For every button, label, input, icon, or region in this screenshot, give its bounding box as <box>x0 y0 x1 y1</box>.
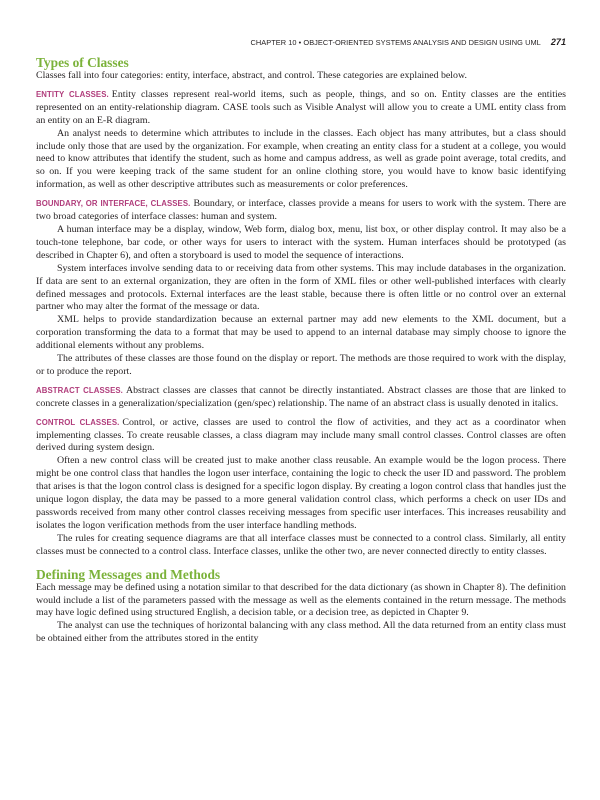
chapter-label: CHAPTER 10 • OBJECT-ORIENTED SYSTEMS ANALYSIS AND DESIGN USING UML <box>250 38 541 47</box>
boundary-paragraph-1 <box>36 198 566 224</box>
control-paragraph-3: The rules for creating sequence diagrams are that all interface classes must be connected to a control class. Similarly, all entity classes must be connected to a control class. Interface classes, unlike the other two, are never connected directly to entity classes. <box>36 532 566 557</box>
abstract-paragraph-1 <box>36 385 566 411</box>
page-body <box>36 34 566 646</box>
boundary-classes-label: BOUNDARY, OR INTERFACE, CLASSES. <box>36 199 191 209</box>
control-classes-label: CONTROL CLASSES. <box>36 417 120 427</box>
control-paragraph-2: Often a new control class will be created just to make another class reusable. An example would be the logon process. There might be one control class that handles the logon user interface, containing the logic to check the user ID and password. The problem that arises is that the logon control class is designed for a specific logon display. By creating a logon control class that handles just the unique logon display, the data may be passed to a more general validation control class, which performs a check on user IDs and passwords received from many other control classes receiving messages from specific user interfaces. This increases reusability and isolates the logon verification methods from the user interface handling methods. <box>36 455 566 531</box>
abstract-text-1: Abstract classes are classes that cannot be directly instantiated. Abstract classes are those that are linked to concrete classes in a generalization/specialization (gen/spec) relationship. The name of an abstract class is usually denoted in italics. <box>36 384 566 409</box>
abstract-classes-label: ABSTRACT CLASSES. <box>36 385 123 395</box>
entity-paragraph-2: An analyst needs to determine which attributes to include in the classes. Each object has many attributes, but a class should include only those that are used by the organization. For example, when creating an entity class for a student at a college, you would need to know attributes that identify the student, such as home and campus address, as well as grade point average, total credits, and so on. If you were keeping track of the same student for an online clothing store, you would have to know basic identifying information, as well as other descriptive attributes such as measurements or color preferences. <box>36 127 566 191</box>
control-paragraph-1 <box>36 417 566 456</box>
boundary-paragraph-3: System interfaces involve sending data to or receiving data from other systems. This may include databases in the organization. If data are sent to an external organization, they are often in the form of XML files or other well-published interfaces with clearly defined messages and protocols. External interfaces are the least stable, because there is often little or no control over an external partner who may alter the format of the message or data. <box>36 262 566 313</box>
entity-paragraph-1 <box>36 89 566 128</box>
messages-paragraph-1: Each message may be defined using a notation similar to that described for the data dictionary (as shown in Chapter 8). The definition would include a list of the parameters passed with the message as well as the elements contained in the return message. The methods may have logic defined using structured English, a decision table, or a decision tree, as depicted in Chapter 9. <box>36 581 566 619</box>
heading-types-of-classes: Types of Classes <box>36 55 129 70</box>
entity-classes-label: ENTITY CLASSES. <box>36 89 109 99</box>
messages-paragraph-2: The analyst can use the techniques of horizontal balancing with any class method. All the data returned from an entity class must be obtained either from the attributes stored in the entity <box>36 620 566 645</box>
intro-paragraph: Classes fall into four categories: entity, interface, abstract, and control. These categories are explained below. <box>36 70 467 81</box>
heading-defining-messages: Defining Messages and Methods <box>36 566 221 582</box>
boundary-paragraph-4: XML helps to provide standardization because an external partner may add new elements to the XML document, but a corporation transforming the data to a format that may be used to append to an internal database may simply choose to ignore the additional elements without any problems. <box>36 314 566 352</box>
boundary-paragraph-2: A human interface may be a display, window, Web form, dialog box, menu, list box, or other display control. It may also be a touch-tone telephone, bar code, or other ways for users to interact with the system. Human interfaces should be prototyped (as described in Chapter 6), and often a storyboard is used to model the sequence of interactions. <box>36 223 566 261</box>
control-text-1: Control, or active, classes are used to control the flow of activities, and they act as a coordinator when implementing classes. To create reusable classes, a class diagram may include many small control classes. Control classes are often derived during system design. <box>36 416 566 454</box>
boundary-text-1: Boundary, or interface, classes provide a means for users to work with the system. There are two broad categories of interface classes: human and system. <box>36 198 566 223</box>
boundary-paragraph-5: The attributes of these classes are those found on the display or report. The methods are those required to work with the display, or to produce the report. <box>36 353 566 377</box>
page-number: 271 <box>550 37 566 47</box>
entity-text-1: Entity classes represent real-world items, such as people, things, and so on. Entity classes are the entities represented on an entity-relationship diagram. CASE tools such as Visible Analyst will allow you to create a UML entity class from an entity on an E-R diagram. <box>36 88 567 126</box>
